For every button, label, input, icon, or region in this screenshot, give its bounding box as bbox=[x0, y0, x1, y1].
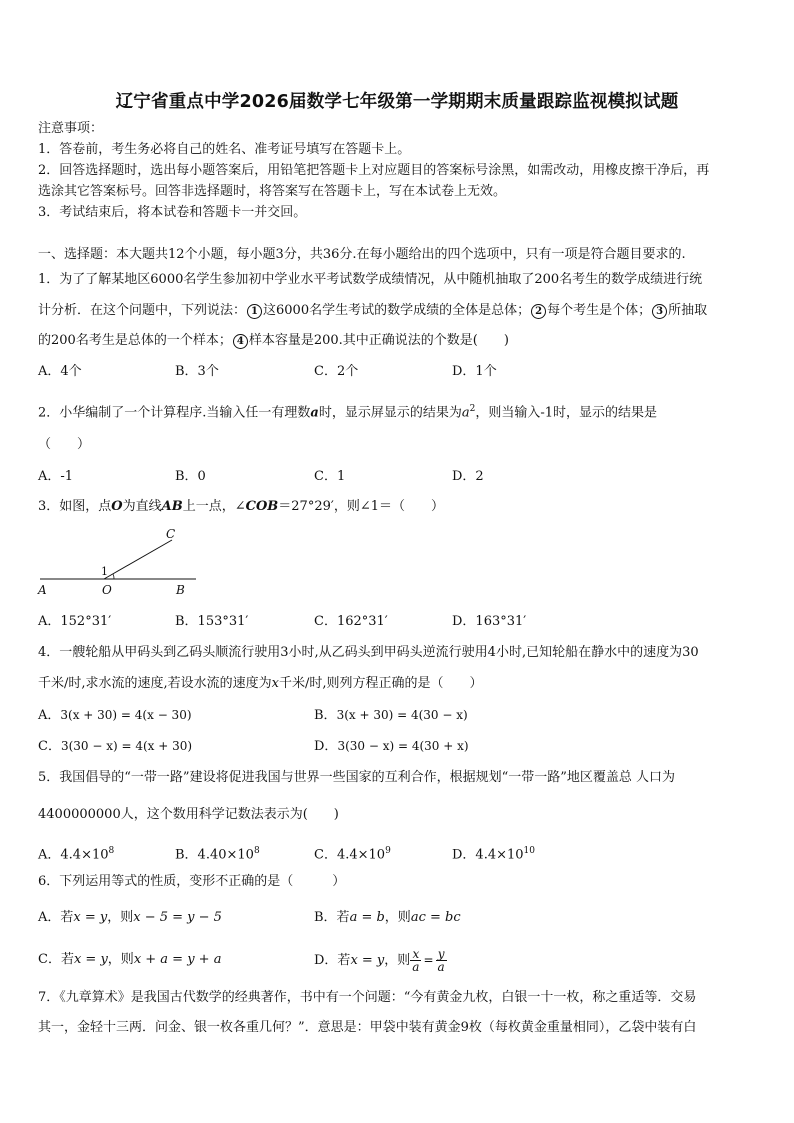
q3-point-o: O bbox=[111, 499, 123, 514]
q6-option-c-cond: x = y bbox=[73, 952, 108, 967]
q4-text-2: 千米/时,则列方程正确的是（ ） bbox=[279, 676, 483, 691]
q5-option-d-base: D．4.4×10 bbox=[452, 847, 524, 863]
q2-result-var: a bbox=[461, 405, 470, 421]
q6-option-a-then: ，则 bbox=[107, 910, 134, 925]
q2-text-2: 时，显示屏显示的结果为 bbox=[318, 405, 462, 421]
angle-arc bbox=[113, 574, 114, 579]
q6-option-c-then: ，则 bbox=[107, 952, 134, 967]
equals-sign: = bbox=[423, 953, 434, 967]
q4-option-c[interactable] bbox=[38, 738, 192, 755]
q6-option-a-text: A．若 bbox=[38, 910, 74, 925]
q6-option-c-text: C．若 bbox=[38, 952, 74, 967]
q1-statement-3-cont: 的200名考生是总体的一个样本； bbox=[38, 333, 232, 348]
q3-option-a[interactable]: A．152°31′ bbox=[38, 614, 112, 629]
notice-item-2-line-1: 2．回答选择题时，选出每小题答案后，用铅笔把答题卡上对应题目的答案标号涂黑，如需改动，用橡皮擦干净后，再 bbox=[38, 163, 710, 178]
q1-line-1: 1．为了了解某地区6000名学生参加初中学业水平考试数学成绩情况，从中随机抽取了200名考生的数学成绩进行统 bbox=[38, 272, 703, 287]
notice-item-2-line-2: 选涂其它答案标号。回答非选择题时，将答案写在答题卡上，写在本试卷上无效。 bbox=[38, 184, 507, 199]
q1-option-c[interactable]: C．2个 bbox=[314, 364, 359, 379]
q7-line-2: 其一，金轻十三两．问金、银一枚各重几何？”．意思是：甲袋中装有黄金9枚（每枚黄金重量相同），乙袋中装有白 bbox=[38, 1020, 697, 1035]
q3-line-ab: AB bbox=[161, 499, 183, 514]
q4-option-c-math: 3(30 − x) = 4(x + 30) bbox=[60, 739, 193, 753]
q5-line-1: 5．我国倡导的“一带一路”建设将促进我国与世界一些国家的互利合作，根据规划“一带一路”地区覆盖总 人口为 bbox=[38, 770, 675, 785]
q2-option-a[interactable]: A．-1 bbox=[38, 469, 74, 484]
q2-line-1 bbox=[38, 401, 758, 421]
q5-option-d[interactable] bbox=[452, 843, 535, 863]
q6-option-b[interactable] bbox=[314, 910, 461, 926]
section-heading: 一、选择题：本大题共12个小题，每小题3分，共36分.在每小题给出的四个选项中，只有一项是符合题目要求的. bbox=[38, 247, 686, 262]
q6-option-d-then: ，则 bbox=[384, 953, 411, 968]
q4-option-b-math: 3(x + 30) = 4(30 − x) bbox=[336, 708, 468, 722]
q4-option-a-math: 3(x + 30) = 4(x − 30) bbox=[60, 708, 192, 722]
q4-line-2 bbox=[38, 676, 758, 692]
q6-option-d-cond: x = y bbox=[350, 953, 385, 968]
q2-result-exp: 2 bbox=[469, 404, 476, 414]
ray-oc bbox=[104, 540, 172, 579]
notice-heading: 注意事项： bbox=[38, 121, 104, 136]
q6-option-b-result: ac = bc bbox=[410, 910, 461, 925]
q1-line-2 bbox=[38, 303, 758, 319]
label-b: B bbox=[176, 583, 185, 597]
q5-option-a-base: A．4.4×10 bbox=[38, 847, 109, 863]
q4-option-a[interactable] bbox=[38, 707, 192, 724]
q1-statement-4: 样本容量是200.其中正确说法的个数是( ) bbox=[248, 333, 509, 348]
q4-option-a-label: A． bbox=[38, 708, 61, 723]
q3-line-1 bbox=[38, 499, 758, 515]
q6-option-d[interactable] bbox=[314, 946, 447, 975]
q3-option-b[interactable]: B．153°31′ bbox=[175, 614, 249, 629]
q1-option-a[interactable]: A．4个 bbox=[38, 364, 82, 379]
page-title: 辽宁省重点中学2026届数学七年级第一学期期末质量跟踪监视模拟试题 bbox=[115, 92, 679, 112]
q6-option-d-text: D．若 bbox=[314, 953, 351, 968]
fraction-denominator: a bbox=[437, 960, 445, 974]
q3-text-2: 为直线 bbox=[122, 499, 162, 514]
q5-option-d-exp: 10 bbox=[523, 846, 535, 856]
q5-option-c-exp: 9 bbox=[385, 846, 391, 856]
notice-item-3: 3．考试结束后，将本试卷和答题卡一并交回。 bbox=[38, 205, 307, 220]
q3-angle-figure bbox=[36, 528, 206, 600]
q6-line-1: 6．下列运用等式的性质，变形不正确的是（ ） bbox=[38, 874, 346, 889]
circled-number-1: 1 bbox=[247, 304, 262, 319]
fraction-denominator: a bbox=[412, 960, 420, 974]
circled-number-2: 2 bbox=[531, 304, 546, 319]
q5-line-2: 4400000000人，这个数用科学记数法表示为( ) bbox=[38, 807, 339, 822]
q4-option-b[interactable] bbox=[314, 707, 468, 724]
q6-option-a-result: x − 5 = y − 5 bbox=[133, 910, 222, 925]
q6-option-c-result: x + a = y + a bbox=[133, 952, 222, 967]
q2-line-2: （ ） bbox=[38, 437, 91, 452]
label-o: O bbox=[102, 583, 112, 597]
q1-statement-2: 每个考生是个体； bbox=[547, 303, 652, 318]
q1-option-b[interactable]: B．3个 bbox=[175, 364, 219, 379]
q5-option-b[interactable] bbox=[175, 843, 260, 863]
fraction-numerator: x bbox=[410, 948, 421, 961]
circled-number-3: 3 bbox=[652, 304, 667, 319]
q6-option-a[interactable] bbox=[38, 910, 222, 926]
q1-statement-3: 所抽取 bbox=[668, 303, 708, 318]
q2-text: 2．小华编制了一个计算程序.当输入任一有理数 bbox=[38, 405, 311, 421]
q2-text-3: ，则当输入-1时，显示的结果是 bbox=[475, 405, 658, 421]
q4-option-d-label: D． bbox=[314, 739, 338, 754]
q5-option-c-base: C．4.4×10 bbox=[314, 847, 386, 863]
q3-text-4: ＝27°29′，则∠1＝（ ） bbox=[278, 499, 444, 514]
q6-option-c[interactable] bbox=[38, 952, 221, 968]
notice-item-1: 1．答卷前，考生务必将自己的姓名、准考证号填写在答题卡上。 bbox=[38, 142, 411, 157]
q5-option-b-exp: 8 bbox=[253, 846, 260, 856]
q4-option-d-math: 3(30 − x) = 4(30 + x) bbox=[337, 739, 469, 753]
q6-option-b-then: ，则 bbox=[384, 910, 411, 925]
q2-option-c[interactable]: C．1 bbox=[314, 469, 346, 484]
q6-option-a-cond: x = y bbox=[73, 910, 108, 925]
q6-option-b-text: B．若 bbox=[314, 910, 350, 925]
q2-option-d[interactable]: D．2 bbox=[452, 469, 484, 484]
q4-text: 千米/时,求水流的速度,若设水流的速度为 bbox=[38, 676, 272, 691]
q6-option-b-cond: a = b bbox=[349, 910, 385, 925]
label-a: A bbox=[38, 583, 47, 597]
q4-option-b-label: B． bbox=[314, 708, 337, 723]
q2-option-b[interactable]: B．0 bbox=[175, 469, 206, 484]
q4-option-d[interactable] bbox=[314, 738, 469, 755]
q4-var-x: x bbox=[271, 676, 279, 691]
q3-option-c[interactable]: C．162°31′ bbox=[314, 614, 388, 629]
q1-line-3 bbox=[38, 333, 758, 349]
q6-fraction-x-over-a bbox=[410, 948, 421, 973]
q4-line-1: 4．一艘轮船从甲码头到乙码头顺流行驶用3小时,从乙码头到甲码头逆流行驶用4小时,已知轮船在静水中的速度为30 bbox=[38, 645, 699, 660]
q5-option-a[interactable] bbox=[38, 843, 114, 863]
q1-option-d[interactable]: D．1个 bbox=[452, 364, 497, 379]
q7-line-1: 7．《九章算术》是我国古代数学的经典著作，书中有一个问题：“今有黄金九枚，白银一十一枚，称之重适等．交易 bbox=[38, 990, 697, 1005]
label-angle-1: 1 bbox=[101, 565, 108, 578]
circled-number-4: 4 bbox=[233, 334, 248, 349]
q5-option-a-exp: 8 bbox=[108, 846, 115, 856]
q3-text-3: 上一点，∠ bbox=[182, 499, 246, 514]
q2-var-a: a bbox=[310, 405, 319, 421]
fraction-numerator: y bbox=[436, 948, 447, 961]
q1-statement-1: 这6000名学生考试的数学成绩的全体是总体； bbox=[263, 303, 531, 318]
q3-text: 3．如图，点 bbox=[38, 499, 112, 514]
q6-fraction-y-over-a bbox=[436, 948, 447, 973]
q5-option-b-base: B．4.40×10 bbox=[175, 847, 254, 863]
q3-angle-cob: COB bbox=[245, 499, 279, 514]
label-c: C bbox=[166, 528, 176, 541]
q1-text: 计分析．在这个问题中，下列说法： bbox=[38, 303, 247, 318]
q4-option-c-label: C． bbox=[38, 739, 61, 754]
q5-option-c[interactable] bbox=[314, 843, 391, 863]
q3-option-d[interactable]: D．163°31′ bbox=[452, 614, 527, 629]
